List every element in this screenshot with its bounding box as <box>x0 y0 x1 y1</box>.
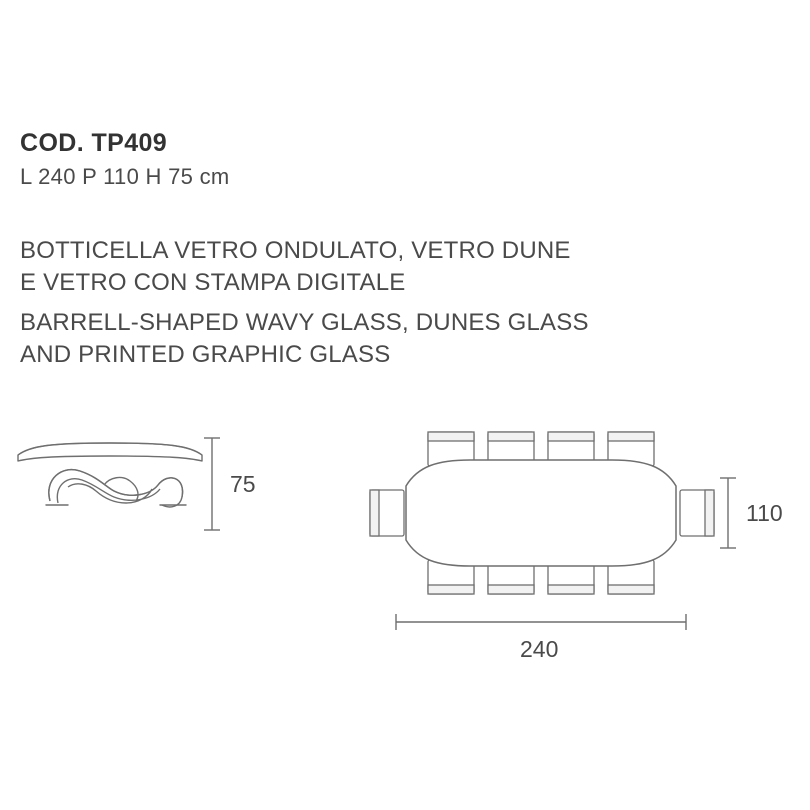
product-code: COD. TP409 <box>20 129 168 157</box>
table-top-profile <box>18 443 202 461</box>
product-description <box>20 235 740 371</box>
description-line-en-2: AND PRINTED GRAPHIC GLASS <box>20 341 391 368</box>
chair-left-1 <box>370 490 404 536</box>
height-dimension-label: 75 <box>230 471 256 497</box>
table-base-profile <box>46 470 186 507</box>
height-dimension-line <box>200 430 290 540</box>
depth-dimension-line <box>720 478 736 548</box>
table-top-plan <box>406 460 676 566</box>
depth-dimension-label: 110 <box>746 500 783 526</box>
description-line-it-1: BOTTICELLA VETRO ONDULATO, VETRO DUNE <box>20 237 571 264</box>
chair-right-1 <box>680 490 714 536</box>
width-dimension-line <box>396 614 686 630</box>
top-view-drawing <box>360 420 800 690</box>
description-line-en-1: BARRELL-SHAPED WAVY GLASS, DUNES GLASS <box>20 309 589 336</box>
product-dimensions: L 240 P 110 H 75 cm <box>20 164 230 189</box>
product-header <box>20 128 720 190</box>
technical-drawings <box>0 410 810 690</box>
width-dimension-label: 240 <box>520 636 559 662</box>
description-line-it-2: E VETRO CON STAMPA DIGITALE <box>20 269 406 296</box>
